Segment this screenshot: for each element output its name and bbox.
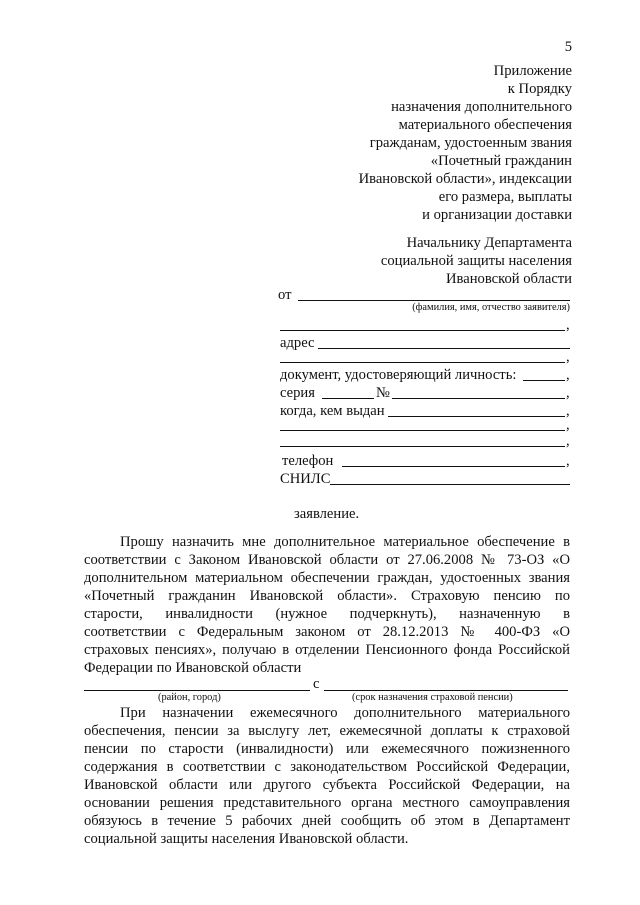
phone-field[interactable] (342, 466, 565, 467)
paragraph-line: страховых пенсиях», получаю в отделении Пенсионного фонда Российской (84, 642, 570, 658)
appendix-line: его размера, выплаты (438, 189, 572, 205)
comma: , (566, 317, 570, 333)
paragraph-line: старости, инвалидности (нужное подчеркнуть), назначенную в (84, 606, 570, 622)
paragraph-line: Прошу назначить мне дополнительное материальное обеспечение в (120, 534, 570, 550)
issued-continued-field[interactable] (280, 430, 565, 431)
paragraph-line: соответствии с Законом Ивановской области от 27.06.2008 № 73-ОЗ «О (84, 552, 570, 568)
from-field[interactable] (298, 300, 570, 301)
issued-field[interactable] (388, 416, 565, 417)
comma: , (566, 417, 570, 433)
statement-title: заявление. (294, 506, 360, 522)
comma: , (566, 385, 570, 401)
series-field[interactable] (322, 398, 374, 399)
appendix-line: Ивановской области», индексации (358, 171, 572, 187)
paragraph-line: пенсии по старости (инвалидности) или ежемесячного пожизненного (84, 741, 570, 757)
addressee-line: Ивановской области (446, 271, 572, 287)
address-continued-field[interactable] (280, 362, 565, 363)
paragraph-line: обеспечения, пенсии за выслугу лет, ежемесячной доплаты к страховой (84, 723, 570, 739)
phone-label: телефон (282, 453, 334, 469)
comma: , (566, 433, 570, 449)
document-field[interactable] (523, 380, 565, 381)
addressee-line: Начальнику Департамента (406, 235, 572, 251)
address-label: адрес (280, 335, 315, 351)
paragraph-line: Ивановской области или другого субъекта Российской Федерации, на (84, 777, 570, 793)
appendix-line: к Порядку (507, 81, 572, 97)
addressee-line: социальной защиты населения (380, 253, 572, 269)
issued-continued-field-2[interactable] (280, 446, 565, 447)
with-label: с (313, 676, 320, 692)
paragraph-line: дополнительном материальном обеспечении граждан, удостоенных звания (84, 570, 570, 586)
name-continued-field[interactable] (280, 330, 565, 331)
district-hint: (район, город) (158, 692, 221, 703)
number-label: № (376, 385, 390, 401)
paragraph-line: соответствии с Федеральным законом от 28.12.2013 № 400-ФЗ «О (84, 624, 570, 640)
comma: , (566, 349, 570, 365)
term-hint: (срок назначения страховой пенсии) (352, 692, 513, 703)
appendix-line: назначения дополнительного (391, 99, 572, 115)
term-field[interactable] (324, 690, 568, 691)
paragraph-line: социальной защиты населения Ивановской области. (84, 831, 409, 847)
district-field[interactable] (84, 690, 310, 691)
appendix-line: гражданам, удостоенным звания (369, 135, 572, 151)
appendix-line: материального обеспечения (398, 117, 572, 133)
number-field[interactable] (392, 398, 565, 399)
appendix-line: Приложение (493, 63, 572, 79)
paragraph-line: содержания в соответствии с законодательством Российской Федерации, (84, 759, 570, 775)
snils-label: СНИЛС (280, 471, 331, 487)
paragraph-line: Федерации по Ивановской области (84, 660, 302, 676)
comma: , (566, 367, 570, 383)
snils-field[interactable] (330, 484, 570, 485)
address-field[interactable] (318, 348, 570, 349)
paragraph-line: основании решения представительного органа местного самоуправления (84, 795, 570, 811)
paragraph-line: «Почетный гражданин Ивановской области». Страховую пенсию по (84, 588, 570, 604)
appendix-line: и организации доставки (422, 207, 572, 223)
paragraph-line: обязуюсь в течение 5 рабочих дней сообщить об этом в Департамент (84, 813, 570, 829)
issued-label: когда, кем выдан (280, 403, 385, 419)
comma: , (566, 403, 570, 419)
from-label: от (278, 287, 292, 303)
comma: , (566, 453, 570, 469)
from-hint: (фамилия, имя, отчество заявителя) (412, 302, 570, 313)
page-number: 5 (564, 39, 572, 55)
paragraph-line: При назначении ежемесячного дополнительного материального (120, 705, 570, 721)
document-label: документ, удостоверяющий личность: (280, 367, 517, 383)
series-label: серия (280, 385, 315, 401)
appendix-line: «Почетный гражданин (430, 153, 572, 169)
